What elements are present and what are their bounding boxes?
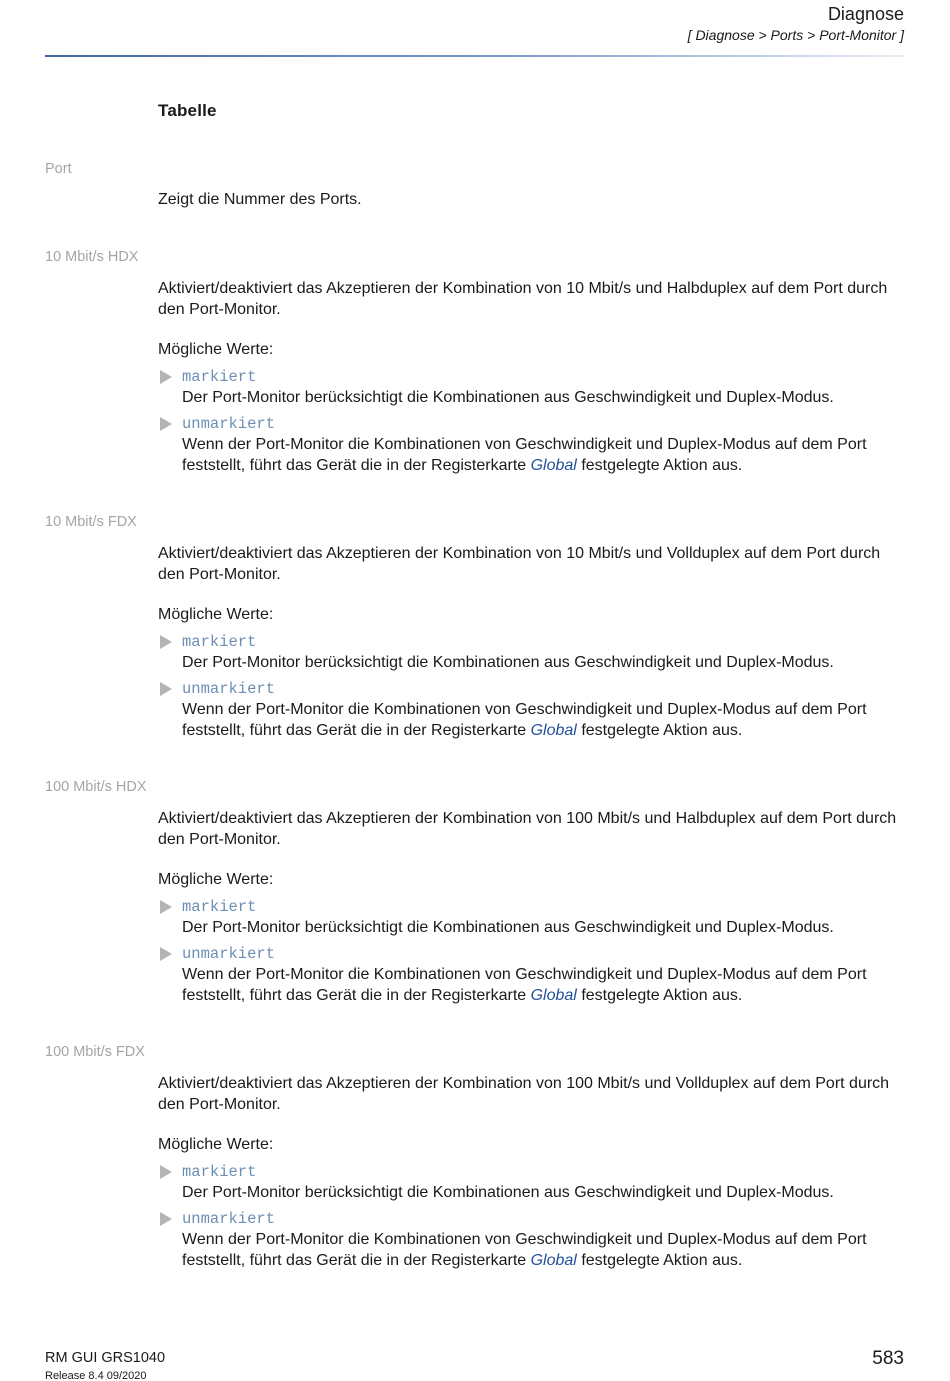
option-value: unmarkiert	[182, 1210, 276, 1228]
section-heading: Tabelle	[158, 101, 217, 120]
header-divider	[45, 55, 905, 57]
param-label-port: Port	[45, 161, 72, 177]
param-description: Aktiviert/deaktiviert das Akzeptieren der Kombination von 100 Mbit/s und Halbduplex auf dem Port durch den Port-Monitor.	[158, 810, 897, 848]
option-description-text: festgelegte Aktion aus.	[581, 457, 743, 474]
global-tab-reference: Global	[530, 722, 577, 739]
option-value: unmarkiert	[182, 945, 276, 963]
global-tab-reference: Global	[530, 457, 577, 474]
option-description	[182, 699, 908, 741]
global-tab-reference: Global	[530, 987, 577, 1004]
option-description	[182, 434, 908, 476]
bullet-triangle-icon	[160, 635, 172, 649]
param-label: 10 Mbit/s HDX	[45, 249, 139, 265]
bullet-triangle-icon	[160, 900, 172, 914]
page-number: 583	[872, 1348, 904, 1369]
param-description-port: Zeigt die Nummer des Ports.	[158, 191, 362, 208]
values-label: Mögliche Werte:	[158, 871, 274, 888]
option-description-text: Wenn der Port-Monitor die Kombinationen von Geschwindigkeit und Duplex-Modus auf dem Port feststellt, führt das Gerät die in der Registerkarte	[182, 436, 867, 474]
option-description-text: Wenn der Port-Monitor die Kombinationen von Geschwindigkeit und Duplex-Modus auf dem Port feststellt, führt das Gerät die in der Registerkarte	[182, 701, 867, 739]
option-value: markiert	[182, 633, 257, 651]
option-value: markiert	[182, 368, 257, 386]
bullet-triangle-icon	[160, 370, 172, 384]
option-value: markiert	[182, 1163, 257, 1181]
bullet-triangle-icon	[160, 1212, 172, 1226]
global-tab-reference: Global	[530, 1252, 577, 1269]
param-label: 10 Mbit/s FDX	[45, 514, 137, 530]
bullet-triangle-icon	[160, 947, 172, 961]
option-description: Der Port-Monitor berücksichtigt die Kombinationen aus Geschwindigkeit und Duplex-Modus.	[182, 654, 834, 671]
bullet-triangle-icon	[160, 1165, 172, 1179]
values-label: Mögliche Werte:	[158, 1136, 274, 1153]
option-description: Der Port-Monitor berücksichtigt die Kombinationen aus Geschwindigkeit und Duplex-Modus.	[182, 389, 834, 406]
values-label: Mögliche Werte:	[158, 341, 274, 358]
bullet-triangle-icon	[160, 682, 172, 696]
values-label: Mögliche Werte:	[158, 606, 274, 623]
footer-document-name: RM GUI GRS1040	[45, 1350, 166, 1366]
option-description-text: festgelegte Aktion aus.	[581, 1252, 743, 1269]
param-description: Aktiviert/deaktiviert das Akzeptieren der Kombination von 100 Mbit/s und Vollduplex auf dem Port durch den Port-Monitor.	[158, 1075, 890, 1113]
option-description-text: Wenn der Port-Monitor die Kombinationen von Geschwindigkeit und Duplex-Modus auf dem Port feststellt, führt das Gerät die in der Registerkarte	[182, 1231, 867, 1269]
option-description-text: Wenn der Port-Monitor die Kombinationen von Geschwindigkeit und Duplex-Modus auf dem Port feststellt, führt das Gerät die in der Registerkarte	[182, 966, 867, 1004]
param-label: 100 Mbit/s HDX	[45, 779, 147, 795]
page-header-title: Diagnose	[827, 4, 904, 24]
option-value: unmarkiert	[182, 415, 276, 433]
option-value: unmarkiert	[182, 680, 276, 698]
param-label: 100 Mbit/s FDX	[45, 1044, 145, 1060]
option-description	[182, 964, 908, 1006]
param-description: Aktiviert/deaktiviert das Akzeptieren der Kombination von 10 Mbit/s und Vollduplex auf dem Port durch den Port-Monitor.	[158, 545, 881, 583]
breadcrumb: [ Diagnose > Ports > Port-Monitor ]	[687, 27, 904, 43]
option-description: Der Port-Monitor berücksichtigt die Kombinationen aus Geschwindigkeit und Duplex-Modus.	[182, 919, 834, 936]
option-value: markiert	[182, 898, 257, 916]
bullet-triangle-icon	[160, 417, 172, 431]
option-description: Der Port-Monitor berücksichtigt die Kombinationen aus Geschwindigkeit und Duplex-Modus.	[182, 1184, 834, 1201]
param-description: Aktiviert/deaktiviert das Akzeptieren der Kombination von 10 Mbit/s und Halbduplex auf dem Port durch den Port-Monitor.	[158, 280, 888, 318]
option-description-text: festgelegte Aktion aus.	[581, 987, 743, 1004]
footer-release: Release 8.4 09/2020	[45, 1370, 147, 1381]
option-description-text: festgelegte Aktion aus.	[581, 722, 743, 739]
option-description	[182, 1229, 908, 1271]
